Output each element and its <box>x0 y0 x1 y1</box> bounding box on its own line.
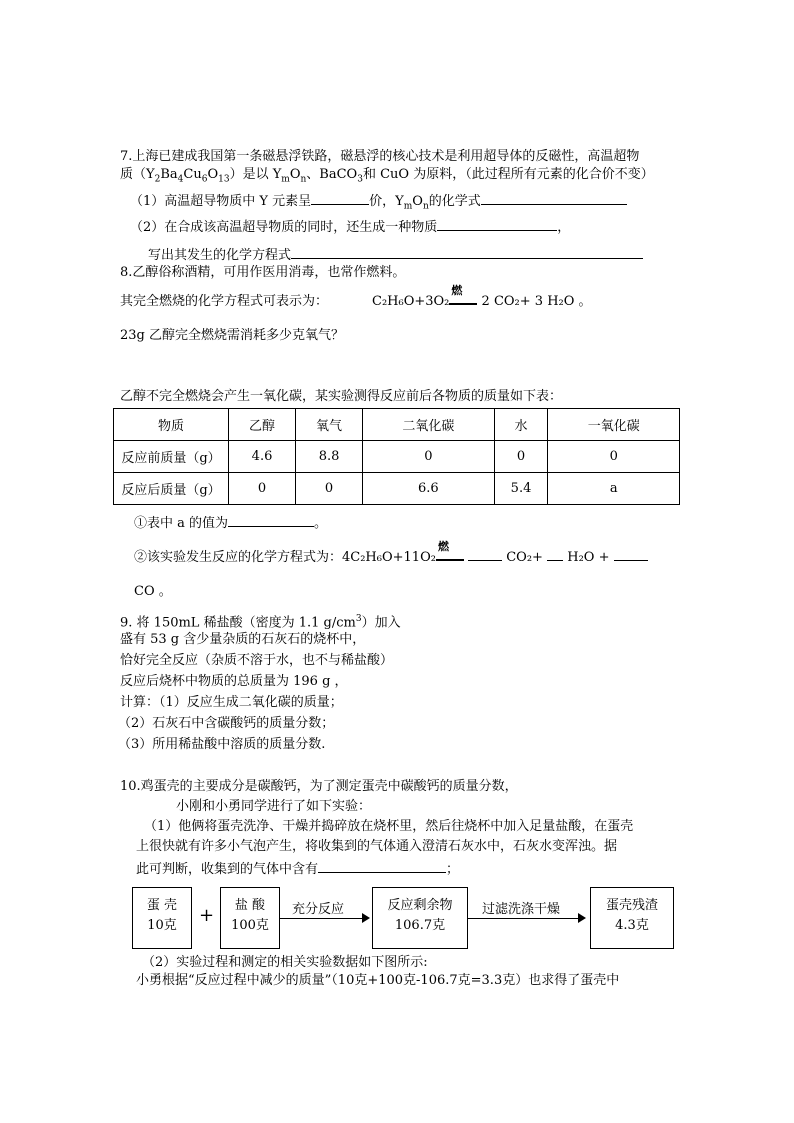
q7-sub: n <box>300 174 307 185</box>
arrow1-line <box>280 918 364 919</box>
q8-eq-right: 2 CO₂+ 3 H₂O 。 <box>481 294 592 309</box>
q8-question: 23g 乙醇完全燃烧需消耗多少克氧气？ <box>120 328 344 343</box>
table-cell: 8.8 <box>296 441 363 473</box>
q10-line7: 小勇根据“反应过程中减少的质量”（10克+100克-106.7克=3.3克）也求得了蛋壳中 <box>136 973 620 988</box>
q7-sub: m <box>403 201 413 212</box>
table-cell: 反应前质量（g） <box>114 441 229 473</box>
q7-part2-text: ， <box>557 220 571 235</box>
q10-line5-text: 此可判断，收集到的气体中含有 <box>136 862 319 877</box>
q8-sub2-text: H₂O + <box>567 550 610 565</box>
q9-line3: 恰好完全反应（杂质不溶于水，也不与稀盐酸） <box>120 653 394 668</box>
gas-blank[interactable] <box>318 858 446 873</box>
q7-formula-blank[interactable] <box>481 190 627 205</box>
q7-part3-text: 写出其发生的化学方程式 <box>148 248 292 263</box>
q7-sub: 3 <box>357 174 363 185</box>
residue-mass: 106.7克 <box>394 918 446 933</box>
arrow2-label: 过滤洗涤干燥 <box>482 902 561 917</box>
eggshell-mass: 10克 <box>147 918 177 933</box>
q8-sub1 <box>134 512 327 533</box>
q7-text: O <box>207 167 219 182</box>
eggshell-label: 蛋 壳 <box>146 898 178 913</box>
arrow1-label: 充分反应 <box>292 902 345 917</box>
burn-condition-label: 燃 <box>437 540 449 553</box>
table-cell: 6.6 <box>363 473 495 505</box>
mass-table <box>113 408 680 505</box>
shell-residue-mass: 4.3克 <box>615 918 649 933</box>
q7-part2 <box>130 216 570 237</box>
q8-sub2 <box>134 540 648 567</box>
table-header-cell: 一氧化碳 <box>548 409 680 441</box>
q9-text: 9. 将 150mL 稀盐酸（密度为 1.1 g/cm <box>120 615 356 631</box>
q7-part1 <box>130 190 627 216</box>
q8-sub1-text: ①表中 a 的值为 <box>134 516 229 531</box>
q10-line4: 上很快就有许多小气泡产生，将收集到的气体通入澄清石灰水中，石灰水变浑浊。据 <box>136 839 618 854</box>
h2o-coefficient-blank[interactable] <box>547 546 563 561</box>
table-cell: 5.4 <box>494 473 548 505</box>
q10-line6: （2）实验过程和测定的相关实验数据如下图所示: <box>142 955 428 970</box>
q10-line1: 10.鸡蛋壳的主要成分是碳酸钙，为了测定蛋壳中碳酸钙的质量分数， <box>120 779 518 794</box>
co2-coefficient-blank[interactable] <box>468 546 502 561</box>
q7-text: 、BaCO <box>306 167 358 182</box>
q7-part1-text: 的化学式 <box>428 194 481 209</box>
q9-line1 <box>120 610 401 632</box>
q7-sub: 4 <box>177 174 184 185</box>
q7-part1-text: （1）高温超导物质中 Y 元素呈 <box>130 194 312 209</box>
q7-text: Ba <box>160 167 178 182</box>
table-header-cell: 氧气 <box>296 409 363 441</box>
plus-sign: + <box>199 905 215 926</box>
q7-line1: 7.上海已建成我国第一条磁悬浮铁路，磁悬浮的核心技术是利用超导体的反磁性，高温超物 <box>120 149 640 164</box>
table-cell: 4.6 <box>229 441 296 473</box>
q7-line2 <box>120 166 654 189</box>
q8-sub2-text: ②该实验发生反应的化学方程式为：4C₂H₆O+11O₂ <box>134 550 436 565</box>
hcl-mass: 100克 <box>231 918 269 933</box>
eggshell-box <box>132 887 192 949</box>
q9-sup: 3 <box>355 614 362 624</box>
arrow-right-icon <box>362 913 370 923</box>
q9-line6: （2）石灰石中含碳酸钙的质量分数； <box>118 716 335 731</box>
q7-text: O <box>289 167 301 182</box>
table-row <box>114 473 680 505</box>
q7-part2-text: （2）在合成该高温超导物质的同时，还生成一种物质 <box>130 220 438 235</box>
table-header-cell: 物质 <box>114 409 229 441</box>
a-value-blank[interactable] <box>228 512 314 527</box>
table-row <box>114 441 680 473</box>
shell-residue-label: 蛋壳残渣 <box>605 898 658 913</box>
table-header-cell: 乙醇 <box>229 409 296 441</box>
q7-part1-text: O <box>412 194 423 209</box>
hcl-label: 盐 酸 <box>234 898 266 913</box>
q7-sub: 13 <box>218 174 230 185</box>
q10-line5-text: ； <box>446 862 460 877</box>
table-cell: 0 <box>363 441 495 473</box>
q8-table-intro: 乙醇不完全燃烧会产生一氧化碳，某实验测得反应前后各物质的质量如下表： <box>120 389 563 404</box>
burn-condition-label: 燃 <box>451 284 463 297</box>
q7-equation-blank[interactable] <box>291 244 643 259</box>
q7-text: 质（Y <box>120 167 155 182</box>
table-cell: 反应后质量（g） <box>114 473 229 505</box>
burn-condition <box>436 540 464 567</box>
q8-line2: 其完全燃烧的化学方程式可表示为： <box>120 294 329 309</box>
q10-line5 <box>136 858 459 879</box>
q7-part3 <box>148 244 643 265</box>
q8-equation <box>372 284 592 311</box>
q9-line2: 盛有 53 g 含少量杂质的石灰石的烧杯中， <box>120 632 366 647</box>
q9-text: ）加入 <box>361 615 401 631</box>
q7-text: ）是以 Y <box>229 167 282 182</box>
q9-line4: 反应后烧杯中物质的总质量为 196 g ， <box>120 674 348 689</box>
q9-line7: （3）所用稀盐酸中溶质的质量分数. <box>118 737 326 752</box>
q7-part1-text: 价，Y <box>369 194 404 209</box>
residue-box <box>372 887 468 949</box>
table-cell: a <box>548 473 680 505</box>
residue-label: 反应剩余物 <box>387 898 453 913</box>
table-cell: 0 <box>229 473 296 505</box>
shell-residue-box <box>590 887 674 949</box>
table-cell: 0 <box>494 441 548 473</box>
arrow-right-icon <box>578 913 586 923</box>
q7-sub: m <box>281 174 290 185</box>
q7-text: 和 CuO 为原料，（此过程所有元素的化合价不变） <box>362 167 654 182</box>
q7-text: Cu <box>183 167 202 182</box>
q7-valence-blank[interactable] <box>311 190 369 205</box>
table-header-cell: 水 <box>494 409 548 441</box>
q8-eq-left: C₂H₆O+3O₂ <box>372 294 450 309</box>
q10-line2: 小刚和小勇同学进行了如下实验： <box>176 799 372 814</box>
q8-sub1-text: 。 <box>314 516 328 531</box>
q10-line3: （1）他俩将蛋壳洗净、干燥并捣碎放在烧杯里，然后往烧杯中加入足量盐酸，在蛋壳 <box>144 819 634 834</box>
q7-sub: 2 <box>154 174 161 185</box>
table-cell: 0 <box>296 473 363 505</box>
hcl-box <box>220 887 280 949</box>
q8-line1: 8.乙醇俗称酒精，可用作医用消毒，也常作燃料。 <box>120 265 406 280</box>
arrow2-line <box>468 918 580 919</box>
table-header-row <box>114 409 680 441</box>
q7-sub: n <box>422 201 429 212</box>
co-coefficient-blank[interactable] <box>614 546 648 561</box>
q7-substance-blank[interactable] <box>437 216 557 231</box>
q7-sub: 6 <box>201 174 208 185</box>
table-header-cell: 二氧化碳 <box>363 409 495 441</box>
q8-sub2-text: CO₂+ <box>506 550 543 565</box>
table-cell: 0 <box>548 441 680 473</box>
q9-line5: 计算：（1）反应生成二氧化碳的质量； <box>120 695 343 710</box>
burn-condition <box>449 284 477 311</box>
q8-sub2-cont: CO 。 <box>134 584 172 599</box>
